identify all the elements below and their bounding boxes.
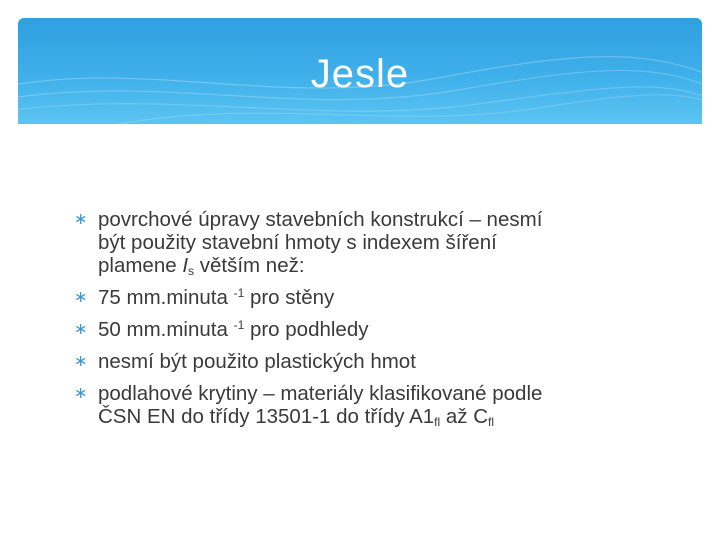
- bullet-list: [74, 208, 674, 437]
- item-text: nesmí být použito plastických hmot: [98, 350, 416, 373]
- asterisk-bullet-icon: ∗: [74, 321, 88, 338]
- list-item: [74, 286, 674, 309]
- item-line: být použity stavební hmoty s indexem šíření: [98, 231, 497, 254]
- asterisk-bullet-icon: ∗: [74, 385, 88, 402]
- item-line: podlahové krytiny – materiály klasifikované podle: [98, 382, 543, 405]
- item-line: povrchové úpravy stavebních konstrukcí – nesmí: [98, 208, 543, 231]
- item-text: 50 mm.minuta: [98, 318, 234, 341]
- item-mid: až C: [440, 405, 489, 428]
- item-line: plamene: [98, 254, 177, 277]
- page-title: Jesle: [310, 52, 410, 96]
- index-symbol: I: [182, 254, 189, 277]
- list-item: [74, 382, 674, 428]
- item-tail: pro stěny: [244, 286, 335, 309]
- item-text: 75 mm.minuta: [98, 286, 234, 309]
- title-banner: [18, 18, 702, 124]
- list-item: [74, 318, 674, 341]
- class-subscript: fl: [488, 415, 495, 429]
- item-tail: větším než:: [194, 254, 305, 277]
- class-subscript: fl: [434, 415, 441, 429]
- asterisk-bullet-icon: ∗: [74, 353, 88, 370]
- list-item: [74, 350, 674, 373]
- item-line: ČSN EN do třídy 13501-1 do třídy A1: [98, 405, 435, 428]
- index-subscript: s: [188, 264, 195, 278]
- exponent: -1: [233, 286, 245, 300]
- item-tail: pro podhledy: [244, 318, 369, 341]
- asterisk-bullet-icon: ∗: [74, 289, 88, 306]
- asterisk-bullet-icon: ∗: [74, 211, 88, 228]
- list-item: [74, 208, 674, 277]
- exponent: -1: [233, 318, 245, 332]
